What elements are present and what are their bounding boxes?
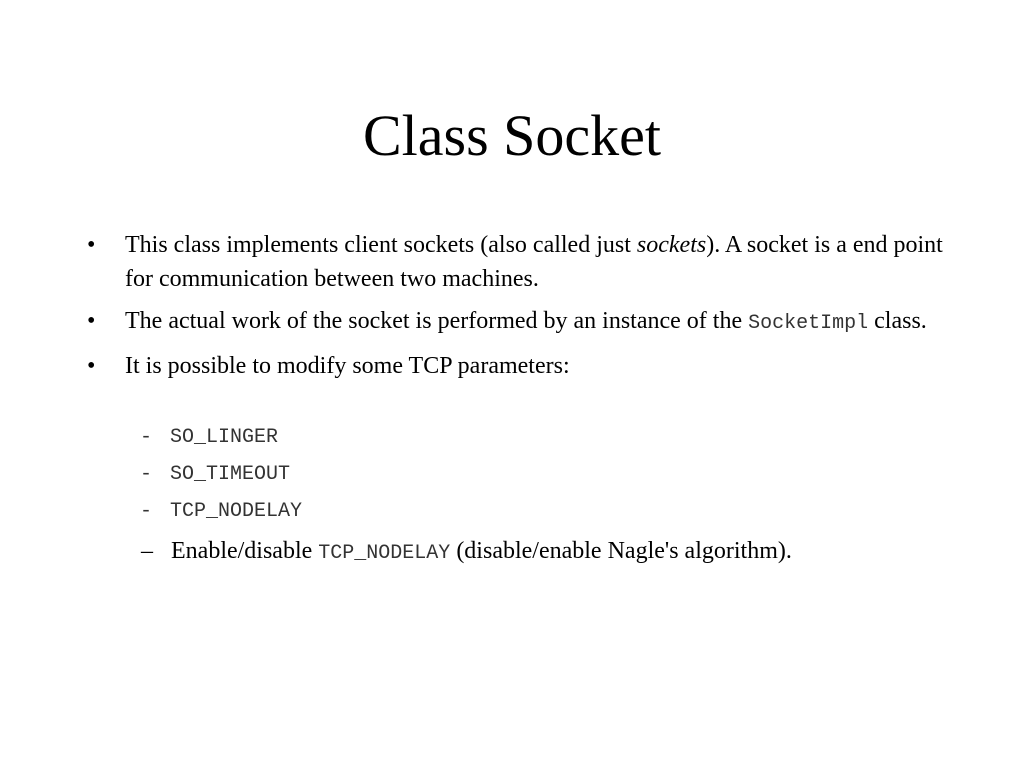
bullet-text: The actual work of the socket is performed by an instance of the: [125, 308, 749, 334]
code-snippet: SocketImpl: [748, 312, 869, 335]
nagle-note: [0, 534, 1024, 571]
tcp-parameter-item: [0, 493, 1024, 530]
dash-marker: -: [140, 463, 153, 486]
dash-marker: -: [140, 500, 153, 523]
bullet-text: ). A socket is a end point for communication between two machines.: [125, 232, 943, 292]
dash-marker: -: [140, 426, 153, 449]
bullet-text: class.: [868, 308, 927, 334]
tcp-parameter-name: SO_TIMEOUT: [170, 463, 291, 486]
bullet-text: This class implements client sockets (also called just: [125, 232, 637, 258]
slide-title: Class Socket: [362, 103, 662, 168]
tcp-parameter-list: [0, 419, 1024, 530]
bullet-item-tcp-parameters: [0, 349, 1024, 383]
code-snippet: TCP_NODELAY: [318, 542, 451, 565]
tcp-parameter-item: [0, 456, 1024, 493]
tcp-parameter-name: SO_LINGER: [170, 426, 279, 449]
bullet-marker: •: [87, 353, 96, 379]
tcp-parameter-name: TCP_NODELAY: [170, 500, 303, 523]
bullet-list: [0, 228, 1024, 391]
bullet-emphasis: sockets: [636, 232, 707, 258]
bullet-text: It is possible to modify some TCP parameters:: [125, 353, 570, 379]
bullet-marker: •: [87, 232, 96, 258]
bullet-item-socketimpl: [0, 304, 1024, 341]
bullet-item-client-sockets: [0, 228, 1024, 296]
bullet-marker: •: [87, 308, 96, 334]
tcp-parameter-item: [0, 419, 1024, 456]
dash-marker: –: [141, 538, 153, 564]
note-text: (disable/enable Nagle's algorithm).: [450, 538, 792, 564]
note-text: Enable/disable: [171, 538, 319, 564]
